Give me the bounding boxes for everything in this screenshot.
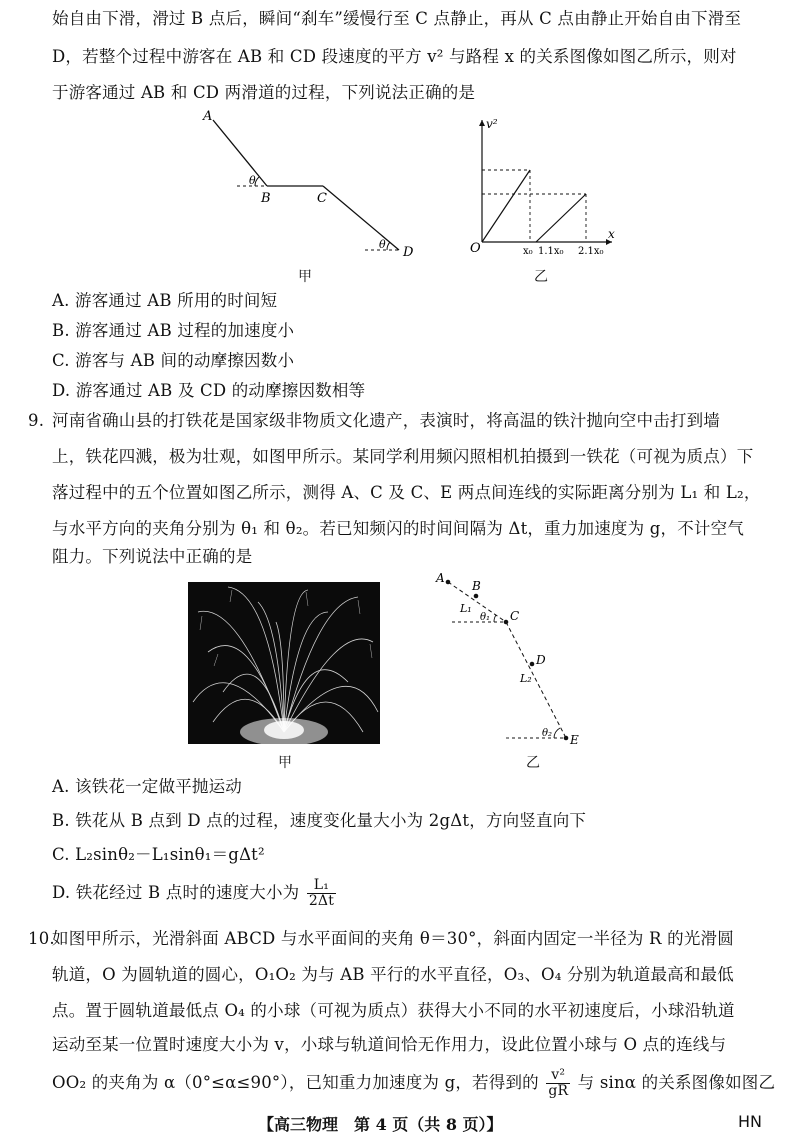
q8-angle-1: θ bbox=[249, 174, 256, 187]
q10-line5-prefix: OO₂ 的夹角为 α（0°≤α≤90°），已知重力加速度为 g，若得到的 bbox=[52, 1073, 539, 1092]
q9-option-d-fraction bbox=[307, 878, 336, 909]
q8-caption-jia: 甲 bbox=[298, 269, 312, 285]
q9-figure-yi bbox=[432, 570, 592, 750]
q9-option-a: A. 该铁花一定做平抛运动 bbox=[52, 777, 243, 796]
q8-label-a: A bbox=[203, 109, 213, 124]
q8-label-c: C bbox=[317, 191, 327, 206]
q9-number: 9. bbox=[28, 411, 45, 430]
q9-label-l2: L₂ bbox=[520, 672, 532, 685]
q9-stem-line-1: 河南省确山县的打铁花是国家级非物质文化遗产，表演时，将高温的铁汁抛向空中击打到墙 bbox=[52, 411, 720, 430]
q9-option-c: C. L₂sinθ₂－L₁sinθ₁＝gΔt² bbox=[52, 845, 265, 864]
q8-option-b: B. 游客通过 AB 过程的加速度小 bbox=[52, 321, 295, 340]
q8-yi-x-axis: x bbox=[608, 227, 615, 241]
q9-option-d-numerator: L₁ bbox=[307, 878, 336, 894]
q10-line5-suffix: 与 sinα 的关系图像如图乙 bbox=[577, 1073, 776, 1092]
q9-option-d bbox=[52, 878, 338, 909]
q8-figure-yi bbox=[460, 112, 620, 262]
q10-stem-line-4: 运动至某一位置时速度大小为 v，小球与轨道间恰无作用力，设此位置小球与 O 点的连线与 bbox=[52, 1035, 727, 1054]
q8-option-a: A. 游客通过 AB 所用的时间短 bbox=[52, 291, 278, 310]
q9-stem-line-5: 阻力。下列说法中正确的是 bbox=[52, 547, 253, 566]
q9-caption-yi: 乙 bbox=[526, 755, 540, 771]
q10-stem-line-3: 点。置于圆轨道最低点 O₄ 的小球（可视为质点）获得大小不同的水平初速度后，小球沿轨道 bbox=[52, 1001, 735, 1020]
q9-stem-line-2: 上，铁花四溅，极为壮观，如图甲所示。某同学利用频闪照相机拍摄到一铁花（可视为质点）下 bbox=[52, 447, 754, 466]
q8-angle-2: θ bbox=[379, 238, 386, 251]
q9-label-d: D bbox=[536, 653, 546, 667]
q8-stem-line-1: 始自由下滑，滑过 B 点后，瞬间“刹车”缓慢行至 C 点静止，再从 C 点由静止开始自由下滑至 bbox=[52, 9, 742, 28]
q8-figure-jia bbox=[195, 108, 425, 268]
q9-angle-2: θ₂ bbox=[542, 728, 553, 739]
q9-option-d-denominator: 2Δt bbox=[308, 893, 335, 909]
q10-fraction bbox=[546, 1068, 570, 1099]
q8-stem-line-3: 于游客通过 AB 和 CD 两滑道的过程，下列说法正确的是 bbox=[52, 83, 476, 102]
q9-angle-1: θ₁ bbox=[480, 612, 491, 623]
q8-option-c: C. 游客与 AB 间的动摩擦因数小 bbox=[52, 351, 295, 370]
q10-fraction-numerator: v² bbox=[546, 1068, 570, 1084]
q10-stem-line-5 bbox=[52, 1068, 775, 1099]
q8-caption-yi: 乙 bbox=[534, 269, 548, 285]
q8-option-d: D. 游客通过 AB 及 CD 的动摩擦因数相等 bbox=[52, 381, 366, 400]
q9-label-b: B bbox=[472, 579, 481, 593]
q10-number: 10. bbox=[28, 929, 55, 948]
q10-fraction-denominator: gR bbox=[548, 1083, 569, 1099]
page-footer-title: 【高三物理 第 4 页（共 8 页）】 bbox=[258, 1115, 503, 1134]
q9-stem-line-3: 落过程中的五个位置如图乙所示，测得 A、C 及 C、E 两点间连线的实际距离分别为 L₁ 和 L₂， bbox=[52, 483, 761, 502]
q8-yi-tick-3: 2.1x₀ bbox=[578, 246, 604, 257]
q8-label-d: D bbox=[403, 245, 414, 260]
q9-label-e: E bbox=[570, 733, 579, 747]
q9-stem-line-4: 与水平方向的夹角分别为 θ₁ 和 θ₂。若已知频闪的时间间隔为 Δt，重力加速度为 g，不计空气 bbox=[52, 519, 745, 538]
q9-photo-iron-flowers bbox=[188, 582, 380, 744]
q8-label-b: B bbox=[261, 191, 271, 206]
q8-yi-tick-1: x₀ bbox=[523, 246, 533, 257]
q8-stem-line-2: D，若整个过程中游客在 AB 和 CD 段速度的平方 v² 与路程 x 的关系图像如图乙所示，则对 bbox=[52, 47, 737, 66]
q9-option-d-prefix: D. 铁花经过 B 点时的速度大小为 bbox=[52, 883, 300, 902]
q8-yi-origin: O bbox=[470, 241, 481, 256]
q9-label-a: A bbox=[436, 571, 445, 585]
q9-label-l1: L₁ bbox=[460, 602, 472, 615]
q8-yi-tick-2: 1.1x₀ bbox=[538, 246, 564, 257]
q10-stem-line-1: 如图甲所示，光滑斜面 ABCD 与水平面间的夹角 θ＝30°，斜面内固定一半径为 R 的光滑圆 bbox=[52, 929, 734, 948]
q9-caption-jia: 甲 bbox=[278, 755, 292, 771]
q9-label-c: C bbox=[510, 609, 520, 623]
q10-stem-line-2: 轨道，O 为圆轨道的圆心，O₁O₂ 为与 AB 平行的水平直径，O₃、O₄ 分别为轨道最高和最低 bbox=[52, 965, 734, 984]
q9-option-b: B. 铁花从 B 点到 D 点的过程，速度变化量大小为 2gΔt，方向竖直向下 bbox=[52, 811, 587, 830]
page-footer-code: HN bbox=[738, 1112, 762, 1131]
q8-yi-y-axis: v² bbox=[486, 117, 498, 131]
